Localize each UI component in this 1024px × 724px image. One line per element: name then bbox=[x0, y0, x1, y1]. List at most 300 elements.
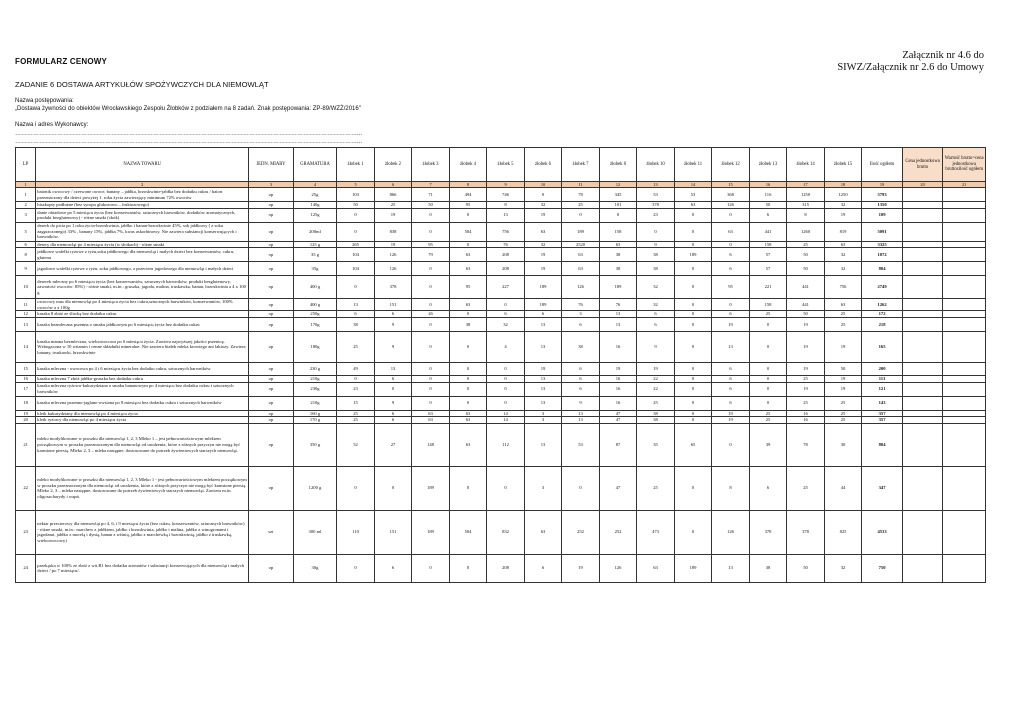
quantity-cell: 0 bbox=[412, 554, 450, 582]
quantity-cell: 65 bbox=[674, 423, 712, 466]
total-cell: 143 bbox=[862, 396, 903, 410]
quantity-cell: 0 bbox=[412, 222, 450, 241]
unit-price-cell[interactable] bbox=[902, 248, 943, 262]
weight-cell: 125g bbox=[293, 208, 337, 222]
quantity-cell: 25 bbox=[787, 375, 825, 382]
column-number-cell: 21 bbox=[943, 182, 986, 188]
product-name-cell: przekąska w 100% ze zbóż z wit.B1 bez dodatku aromatów i substancji konserwujących dla niemowląt i małych dzieci / po 7 miesiącu/. bbox=[36, 554, 249, 582]
quantity-cell: 13 bbox=[524, 331, 562, 362]
quantity-cell: 19 bbox=[524, 362, 562, 375]
quantity-cell: 0 bbox=[674, 299, 712, 311]
quantity-cell: 0 bbox=[674, 222, 712, 241]
unit-price-cell[interactable] bbox=[902, 423, 943, 466]
quantity-cell: 25 bbox=[337, 410, 375, 417]
weight-cell: 210g bbox=[293, 396, 337, 410]
quantity-cell: 0 bbox=[674, 362, 712, 375]
quantity-cell: 50 bbox=[787, 248, 825, 262]
unit-price-cell[interactable] bbox=[902, 311, 943, 318]
lp-cell: 5 bbox=[16, 222, 36, 241]
quantity-cell: 63 bbox=[449, 299, 487, 311]
quantity-cell: 265 bbox=[337, 241, 375, 248]
quantity-cell: 103 bbox=[337, 188, 375, 202]
unit-cell: op bbox=[249, 375, 294, 382]
quantity-cell: 25 bbox=[787, 396, 825, 410]
quantity-cell: 0 bbox=[337, 554, 375, 582]
gross-value-cell[interactable] bbox=[943, 417, 986, 424]
quantity-cell: 6 bbox=[749, 208, 787, 222]
gross-value-cell[interactable] bbox=[943, 299, 986, 311]
quantity-cell: 13 bbox=[524, 317, 562, 331]
quantity-cell: 0 bbox=[487, 375, 525, 382]
quantity-cell: 0 bbox=[412, 299, 450, 311]
table-row bbox=[16, 299, 986, 311]
column-number-cell: 11 bbox=[562, 182, 600, 188]
unit-cell: op bbox=[249, 188, 294, 202]
lp-cell: 3 bbox=[16, 208, 36, 222]
column-header: NAZWA TOWARU bbox=[36, 148, 249, 182]
gross-value-cell[interactable] bbox=[943, 202, 986, 209]
quantity-cell: 76 bbox=[599, 299, 637, 311]
column-number-cell: 4 bbox=[293, 182, 337, 188]
quantity-cell: 95 bbox=[449, 202, 487, 209]
quantity-cell: 0 bbox=[674, 410, 712, 417]
quantity-cell: 78 bbox=[787, 423, 825, 466]
product-name-cell: kaszka bezmleczna pszenna o smaku jabłkowym po 6 miesiącu życia bez dodatku cukru bbox=[36, 317, 249, 331]
quantity-cell: 378 bbox=[374, 276, 412, 299]
table-row bbox=[16, 423, 986, 466]
product-name-cell: mleko modyfikowane w proszku dla niemowląt 1, 2, 3 Mleko 1 – jest pełnowartościowym mlekiem początkowym w proszku przeznaczonym dla niemowląt od urodzenia, które z różnych przyczyn nie mogą być karmione piersią. Mleko 2, 3 – mleka następne, dostosowane do potrzeb żywieniowych starszych niemowląt. bbox=[36, 423, 249, 466]
quantity-cell: 126 bbox=[599, 554, 637, 582]
quantity-cell: 378 bbox=[787, 510, 825, 554]
quantity-cell: 63 bbox=[449, 423, 487, 466]
quantity-cell: 208 bbox=[487, 248, 525, 262]
lp-cell: 21 bbox=[16, 423, 36, 466]
lp-cell: 6 bbox=[16, 241, 36, 248]
quantity-cell: 63 bbox=[562, 248, 600, 262]
quantity-cell: 0 bbox=[637, 222, 675, 241]
unit-price-cell[interactable] bbox=[902, 510, 943, 554]
quantity-cell: 32 bbox=[524, 241, 562, 248]
quantity-cell: 9 bbox=[637, 331, 675, 362]
gross-value-cell[interactable] bbox=[943, 311, 986, 318]
quantity-cell: 25 bbox=[337, 331, 375, 362]
quantity-cell: 6 bbox=[712, 311, 750, 318]
quantity-cell: 25 bbox=[824, 417, 862, 424]
quantity-cell: 25 bbox=[749, 311, 787, 318]
unit-cell: op bbox=[249, 554, 294, 582]
unit-cell: op bbox=[249, 410, 294, 417]
quantity-cell: 0 bbox=[674, 241, 712, 248]
quantity-cell: 63 bbox=[449, 417, 487, 424]
quantity-cell: 0 bbox=[674, 396, 712, 410]
quantity-cell: 16 bbox=[599, 382, 637, 396]
unit-price-cell[interactable] bbox=[902, 410, 943, 417]
gross-value-cell[interactable] bbox=[943, 410, 986, 417]
column-number-cell: 1 bbox=[16, 182, 36, 188]
quantity-cell: 19 bbox=[524, 208, 562, 222]
quantity-cell: 208 bbox=[487, 262, 525, 276]
quantity-cell: 0 bbox=[449, 375, 487, 382]
quantity-cell: 746 bbox=[487, 188, 525, 202]
table-row bbox=[16, 466, 986, 510]
proceeding-label: Nazwa postępowania: bbox=[15, 98, 74, 104]
quantity-cell: 63 bbox=[412, 410, 450, 417]
quantity-cell: 19 bbox=[712, 410, 750, 417]
quantity-cell: 76 bbox=[487, 241, 525, 248]
unit-price-cell[interactable] bbox=[902, 375, 943, 382]
gross-value-cell[interactable] bbox=[943, 188, 986, 202]
quantity-cell: 57 bbox=[749, 262, 787, 276]
quantity-cell: 19 bbox=[787, 382, 825, 396]
quantity-cell: 25 bbox=[562, 202, 600, 209]
quantity-cell: 47 bbox=[599, 410, 637, 417]
quantity-cell: 9 bbox=[374, 396, 412, 410]
total-cell: 109 bbox=[862, 208, 903, 222]
quantity-cell: 19 bbox=[824, 375, 862, 382]
quantity-cell: 0 bbox=[412, 317, 450, 331]
form-title: FORMULARZ CENOWY bbox=[15, 57, 108, 66]
unit-cell: op bbox=[249, 382, 294, 396]
column-header: żłobek 5 bbox=[487, 148, 525, 182]
quantity-cell: 19 bbox=[524, 248, 562, 262]
unit-cell: op bbox=[249, 396, 294, 410]
quantity-cell: 38 bbox=[637, 417, 675, 424]
column-header: Wartość brutto=cena jednostkowa bruttoxilość ogółem bbox=[943, 148, 986, 182]
quantity-cell: 32 bbox=[524, 202, 562, 209]
quantity-cell: 49 bbox=[337, 362, 375, 375]
gross-value-cell[interactable] bbox=[943, 423, 986, 466]
gross-value-cell[interactable] bbox=[943, 466, 986, 510]
quantity-cell: 151 bbox=[374, 510, 412, 554]
quantity-cell: 158 bbox=[749, 299, 787, 311]
total-cell: 200 bbox=[862, 362, 903, 375]
gross-value-cell[interactable] bbox=[943, 317, 986, 331]
lp-cell: 19 bbox=[16, 410, 36, 417]
quantity-cell: 0 bbox=[524, 188, 562, 202]
lp-cell: 14 bbox=[16, 331, 36, 362]
quantity-cell: 101 bbox=[599, 202, 637, 209]
quantity-cell: 6 bbox=[562, 362, 600, 375]
quantity-cell: 32 bbox=[824, 554, 862, 582]
quantity-cell: 3 bbox=[524, 417, 562, 424]
quantity-cell: 78 bbox=[562, 188, 600, 202]
quantity-cell: 0 bbox=[674, 317, 712, 331]
quantity-cell: 9 bbox=[562, 396, 600, 410]
total-cell: 1072 bbox=[862, 248, 903, 262]
quantity-cell: 1250 bbox=[787, 188, 825, 202]
weight-cell: 140g bbox=[293, 202, 337, 209]
column-header: żłobek 1 bbox=[337, 148, 375, 182]
quantity-cell: 26 bbox=[412, 311, 450, 318]
column-number-cell: 12 bbox=[599, 182, 637, 188]
quantity-cell: 0 bbox=[449, 241, 487, 248]
quantity-cell: 2520 bbox=[562, 241, 600, 248]
quantity-cell: 95 bbox=[712, 276, 750, 299]
total-cell: 1262 bbox=[862, 299, 903, 311]
gross-value-cell[interactable] bbox=[943, 241, 986, 248]
column-number-cell: 7 bbox=[412, 182, 450, 188]
quantity-cell: 345 bbox=[599, 188, 637, 202]
column-number-cell: 5 bbox=[337, 182, 375, 188]
total-cell: 804 bbox=[862, 423, 903, 466]
column-number-cell: 18 bbox=[824, 182, 862, 188]
quantity-cell: 0 bbox=[674, 466, 712, 510]
unit-price-cell[interactable] bbox=[902, 382, 943, 396]
table-row bbox=[16, 396, 986, 410]
quantity-cell: 221 bbox=[749, 276, 787, 299]
gross-value-cell[interactable] bbox=[943, 276, 986, 299]
product-name-cell: jabłkowe wafelki ryżowe z ryżu,soku jabłkowego dla niemowląt i małych dzieci bez konserwantów, cukru, glutenu bbox=[36, 248, 249, 262]
quantity-cell: 6 bbox=[524, 554, 562, 582]
gross-value-cell[interactable] bbox=[943, 375, 986, 382]
quantity-cell: 0 bbox=[487, 299, 525, 311]
table-row bbox=[16, 241, 986, 248]
quantity-cell: 52 bbox=[337, 423, 375, 466]
quantity-cell: 38 bbox=[599, 248, 637, 262]
quantity-cell: 13 bbox=[487, 208, 525, 222]
weight-cell: 230g bbox=[293, 382, 337, 396]
quantity-cell: 8 bbox=[712, 466, 750, 510]
gross-value-cell[interactable] bbox=[943, 222, 986, 241]
column-number-cell: 9 bbox=[487, 182, 525, 188]
quantity-cell: 189 bbox=[412, 466, 450, 510]
gross-value-cell[interactable] bbox=[943, 362, 986, 375]
gross-value-cell[interactable] bbox=[943, 208, 986, 222]
quantity-cell: 47 bbox=[599, 466, 637, 510]
table-row bbox=[16, 554, 986, 582]
product-name-cell: kaszka 8 zbóż ze śliwką bez dodatku cukru bbox=[36, 311, 249, 318]
quantity-cell: 0 bbox=[712, 423, 750, 466]
unit-price-cell[interactable] bbox=[902, 276, 943, 299]
quantity-cell: 441 bbox=[787, 276, 825, 299]
gross-value-cell[interactable] bbox=[943, 331, 986, 362]
column-number-cell: 19 bbox=[862, 182, 903, 188]
quantity-cell: 0 bbox=[674, 382, 712, 396]
unit-price-cell[interactable] bbox=[902, 417, 943, 424]
total-cell: 2749 bbox=[862, 276, 903, 299]
product-name-cell: kaszka mleczna 7 zbóż jabłko-gruszka bez dodatku cukru bbox=[36, 375, 249, 382]
column-header: żłobek 11 bbox=[674, 148, 712, 182]
quantity-cell: 756 bbox=[487, 222, 525, 241]
unit-cell: op bbox=[249, 202, 294, 209]
total-cell: 165 bbox=[862, 331, 903, 362]
quantity-cell: 0 bbox=[449, 311, 487, 318]
quantity-cell: 50 bbox=[787, 262, 825, 276]
quantity-cell: 0 bbox=[337, 276, 375, 299]
quantity-cell: 63 bbox=[599, 241, 637, 248]
quantity-cell: 473 bbox=[637, 510, 675, 554]
unit-price-cell[interactable] bbox=[902, 222, 943, 241]
quantity-cell: 13 bbox=[524, 382, 562, 396]
column-number-cell: 20 bbox=[902, 182, 943, 188]
column-header: żłobek 7 bbox=[562, 148, 600, 182]
lp-cell: 18 bbox=[16, 396, 36, 410]
quantity-cell: 0 bbox=[412, 208, 450, 222]
unit-price-cell[interactable] bbox=[902, 202, 943, 209]
quantity-cell: 4 bbox=[487, 331, 525, 362]
column-number-cell: 17 bbox=[787, 182, 825, 188]
quantity-cell: 208 bbox=[487, 554, 525, 582]
quantity-cell: 19 bbox=[787, 362, 825, 375]
quantity-cell: 63 bbox=[674, 202, 712, 209]
total-cell: 172 bbox=[862, 311, 903, 318]
quantity-cell: 151 bbox=[374, 299, 412, 311]
quantity-cell: 57 bbox=[749, 248, 787, 262]
quantity-cell: 158 bbox=[749, 241, 787, 248]
unit-cell: op bbox=[249, 331, 294, 362]
quantity-cell: 0 bbox=[449, 208, 487, 222]
quantity-cell: 0 bbox=[674, 262, 712, 276]
quantity-cell: 32 bbox=[824, 248, 862, 262]
quantity-cell: 0 bbox=[337, 208, 375, 222]
gross-value-cell[interactable] bbox=[943, 510, 986, 554]
unit-price-cell[interactable] bbox=[902, 466, 943, 510]
unit-price-cell[interactable] bbox=[902, 554, 943, 582]
table-row bbox=[16, 276, 986, 299]
unit-cell: op bbox=[249, 208, 294, 222]
table-row bbox=[16, 410, 986, 417]
product-name-cell: deserek mleczny po 6 miesiącu życia (bez konserwantów, sztucznych barwników, produkt bezglutenowy, zawartość owoców: 85%) - różne smaki, m.in.: gruszka, jagoda, malina, truskawka, banan, brzoskwinia a 4 x 100 g bbox=[36, 276, 249, 299]
unit-cell: op bbox=[249, 362, 294, 375]
quantity-cell: 6 bbox=[712, 382, 750, 396]
lp-cell: 13 bbox=[16, 317, 36, 331]
quantity-cell: 0 bbox=[449, 331, 487, 362]
quantity-cell: 95 bbox=[412, 241, 450, 248]
unit-price-cell[interactable] bbox=[902, 241, 943, 248]
lp-cell: 8 bbox=[16, 248, 36, 262]
column-number-cell: 13 bbox=[637, 182, 675, 188]
quantity-cell: 110 bbox=[337, 510, 375, 554]
quantity-cell: 0 bbox=[449, 466, 487, 510]
gross-value-cell[interactable] bbox=[943, 554, 986, 582]
quantity-cell: 25 bbox=[749, 417, 787, 424]
attachment-line-2: SIWZ/Załącznik nr 2.6 do Umowy bbox=[837, 62, 984, 73]
quantity-cell: 0 bbox=[749, 382, 787, 396]
quantity-cell: 13 bbox=[599, 317, 637, 331]
table-row bbox=[16, 362, 986, 375]
quantity-cell: 126 bbox=[562, 276, 600, 299]
quantity-cell: 126 bbox=[374, 262, 412, 276]
column-header: żłobek 2 bbox=[374, 148, 412, 182]
quantity-cell: 16 bbox=[787, 417, 825, 424]
table-row bbox=[16, 317, 986, 331]
quantity-cell: 6 bbox=[524, 311, 562, 318]
quantity-cell: 6 bbox=[374, 375, 412, 382]
quantity-cell: 35 bbox=[637, 423, 675, 466]
quantity-cell: 25 bbox=[749, 410, 787, 417]
table-row bbox=[16, 382, 986, 396]
weight-cell: 35 g bbox=[293, 248, 337, 262]
quantity-cell: 63 bbox=[449, 262, 487, 276]
quantity-cell: 63 bbox=[824, 299, 862, 311]
quantity-cell: 838 bbox=[374, 222, 412, 241]
quantity-cell: 53 bbox=[637, 188, 675, 202]
quantity-cell: 0 bbox=[487, 396, 525, 410]
lp-cell: 1 bbox=[16, 188, 36, 202]
column-number-cell: 2 bbox=[36, 182, 249, 188]
quantity-cell: 23 bbox=[637, 208, 675, 222]
quantity-cell: 6 bbox=[487, 311, 525, 318]
quantity-cell: 315 bbox=[787, 202, 825, 209]
product-name-cell: desery dla niemowląt po 4 miesiącu życia (w słoikach) - różne smaki bbox=[36, 241, 249, 248]
quantity-cell: 441 bbox=[787, 299, 825, 311]
column-number-cell: 3 bbox=[249, 182, 294, 188]
quantity-cell: 0 bbox=[337, 375, 375, 382]
unit-price-cell[interactable] bbox=[902, 396, 943, 410]
quantity-cell: 6 bbox=[637, 317, 675, 331]
lp-cell: 2 bbox=[16, 202, 36, 209]
quantity-cell: 252 bbox=[562, 510, 600, 554]
quantity-cell: 378 bbox=[749, 510, 787, 554]
product-name-cell: kleik kukurydziany dla niemowląt po 4 miesiącu życia bbox=[36, 410, 249, 417]
weight-cell: 125 g bbox=[293, 241, 337, 248]
gross-value-cell[interactable] bbox=[943, 262, 986, 276]
quantity-cell: 189 bbox=[412, 510, 450, 554]
column-header: żłobek 6 bbox=[524, 148, 562, 182]
quantity-cell: 0 bbox=[374, 466, 412, 510]
table-row bbox=[16, 375, 986, 382]
quantity-cell: 504 bbox=[449, 222, 487, 241]
product-name-cell: kaszka mleczna - owocowa po 4 i 6 miesiącu życia bez dodatku cukru, sztucznych barwników bbox=[36, 362, 249, 375]
quantity-cell: 0 bbox=[337, 222, 375, 241]
quantity-cell: 19 bbox=[712, 317, 750, 331]
table-row bbox=[16, 202, 986, 209]
total-cell: 5091 bbox=[862, 222, 903, 241]
column-header: żłobek 14 bbox=[787, 148, 825, 182]
unit-price-cell[interactable] bbox=[902, 299, 943, 311]
quantity-cell: 32 bbox=[637, 276, 675, 299]
quantity-cell: 441 bbox=[749, 222, 787, 241]
quantity-cell: 22 bbox=[637, 375, 675, 382]
quantity-cell: 47 bbox=[599, 417, 637, 424]
total-cell: 218 bbox=[862, 317, 903, 331]
quantity-cell: 50 bbox=[787, 311, 825, 318]
quantity-cell: 38 bbox=[599, 262, 637, 276]
quantity-cell: 0 bbox=[412, 276, 450, 299]
unit-price-cell[interactable] bbox=[902, 331, 943, 362]
unit-price-cell[interactable] bbox=[902, 208, 943, 222]
gross-value-cell[interactable] bbox=[943, 396, 986, 410]
quantity-cell: 0 bbox=[674, 276, 712, 299]
unit-price-cell[interactable] bbox=[902, 262, 943, 276]
quantity-cell: 15 bbox=[337, 396, 375, 410]
quantity-cell: 0 bbox=[674, 311, 712, 318]
column-header: żłobek 4 bbox=[449, 148, 487, 182]
table-row bbox=[16, 311, 986, 318]
unit-cell: op bbox=[249, 317, 294, 331]
quantity-cell: 25 bbox=[824, 410, 862, 417]
contractor-dots-2: ………………………………………………………………………………………………………………………………………………………... bbox=[15, 138, 363, 145]
unit-price-cell[interactable] bbox=[902, 188, 943, 202]
gross-value-cell[interactable] bbox=[943, 382, 986, 396]
quantity-cell: 6 bbox=[374, 417, 412, 424]
unit-price-cell[interactable] bbox=[902, 362, 943, 375]
unit-price-cell[interactable] bbox=[902, 317, 943, 331]
column-header: żłobek 8 bbox=[599, 148, 637, 182]
quantity-cell: 19 bbox=[637, 362, 675, 375]
gross-value-cell[interactable] bbox=[943, 248, 986, 262]
product-name-cell: batonik owocowy / czerwone owoce, banany – jabłka, brzoskwinie-jabłka bez dodatku cukru / baton przeznaczony dla dzieci powyżej 1. roku życia zawierający minimum 72% owoców bbox=[36, 188, 249, 202]
column-header: Ilość ogółem bbox=[862, 148, 903, 182]
table-row bbox=[16, 417, 986, 424]
weight-cell: 230 g bbox=[293, 362, 337, 375]
quantity-cell: 0 bbox=[412, 331, 450, 362]
quantity-cell: 3 bbox=[524, 466, 562, 510]
column-header: JEDN. MIARY bbox=[249, 148, 294, 182]
weight-cell: 210g bbox=[293, 375, 337, 382]
quantity-cell: 25 bbox=[637, 396, 675, 410]
quantity-cell: 25 bbox=[787, 241, 825, 248]
